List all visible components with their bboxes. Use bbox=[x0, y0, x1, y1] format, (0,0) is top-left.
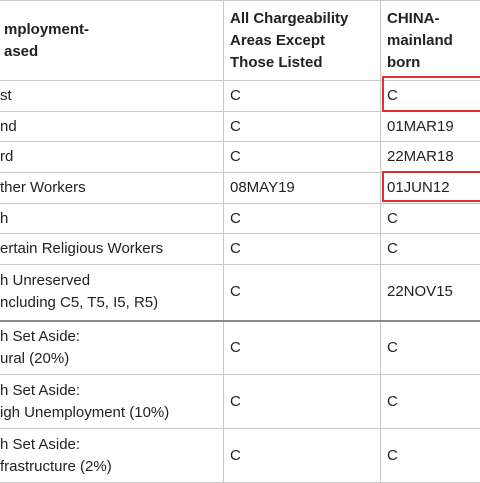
category-cell: h Set Aside: frastructure (2%) bbox=[0, 429, 224, 483]
table-row bbox=[0, 321, 480, 375]
china-cell: C bbox=[381, 429, 480, 483]
china-cell: C bbox=[381, 375, 480, 429]
all-areas-cell: C bbox=[224, 265, 381, 321]
china-cell: 01JUN12 bbox=[381, 173, 480, 204]
all-areas-cell: 08MAY19 bbox=[224, 173, 381, 204]
category-cell: h bbox=[0, 204, 224, 234]
all-areas-cell: C bbox=[224, 204, 381, 234]
china-cell: C bbox=[381, 204, 480, 234]
column-header: CHINA- mainland born bbox=[381, 1, 480, 81]
table-row bbox=[0, 265, 480, 321]
category-cell: h Set Aside: ural (20%) bbox=[0, 321, 224, 375]
china-cell: C bbox=[381, 234, 480, 265]
category-cell: st bbox=[0, 81, 224, 112]
table-row bbox=[0, 112, 480, 142]
all-areas-cell: C bbox=[224, 112, 381, 142]
table-row bbox=[0, 234, 480, 265]
column-header: All Chargeability Areas Except Those Listed bbox=[224, 1, 381, 81]
table-row bbox=[0, 204, 480, 234]
category-cell: ertain Religious Workers bbox=[0, 234, 224, 265]
all-areas-cell: C bbox=[224, 234, 381, 265]
china-cell: 01MAR19 bbox=[381, 112, 480, 142]
category-cell: nd bbox=[0, 112, 224, 142]
table-row bbox=[0, 142, 480, 173]
china-cell: 22NOV15 bbox=[381, 265, 480, 321]
all-areas-cell: C bbox=[224, 142, 381, 173]
category-cell: h Unreserved ncluding C5, T5, I5, R5) bbox=[0, 265, 224, 321]
category-cell: rd bbox=[0, 142, 224, 173]
header-row bbox=[0, 1, 480, 81]
china-cell: 22MAR18 bbox=[381, 142, 480, 173]
column-header: mployment- ased bbox=[0, 1, 224, 81]
all-areas-cell: C bbox=[224, 429, 381, 483]
all-areas-cell: C bbox=[224, 375, 381, 429]
all-areas-cell: C bbox=[224, 81, 381, 112]
china-cell: C bbox=[381, 321, 480, 375]
category-cell: h Set Aside: igh Unemployment (10%) bbox=[0, 375, 224, 429]
china-cell: C bbox=[381, 81, 480, 112]
table-row bbox=[0, 173, 480, 204]
table-row bbox=[0, 375, 480, 429]
table-row bbox=[0, 429, 480, 483]
category-cell: ther Workers bbox=[0, 173, 224, 204]
table-row bbox=[0, 81, 480, 112]
all-areas-cell: C bbox=[224, 321, 381, 375]
